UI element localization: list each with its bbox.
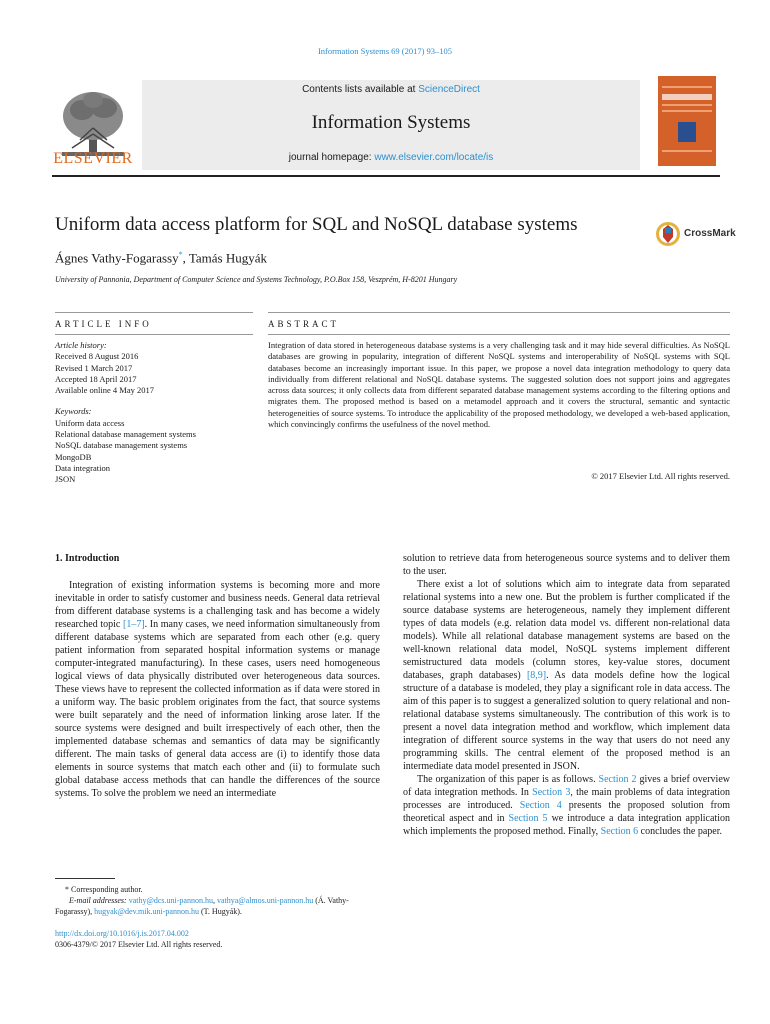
doi-block [55,928,222,950]
homepage-line [142,152,640,163]
keyword: Uniform data access [55,417,125,428]
paragraph-text: Integration of existing information systems is becoming more and more inevitable in order to satisfy customer and business needs. General data retrieval from different database systems is a challenging task and has become a widely researched topic [55,580,380,630]
keyword: Data integration [55,462,110,473]
divider [55,312,253,313]
body-column-right [403,552,730,838]
body-column-left [55,552,380,800]
author-name: Tamás Hugyák [188,250,268,266]
paragraph: solution to retrieve data from heterogeneous source systems and to deliver them to the user. [403,553,730,577]
footnote-text: Corresponding author. [71,885,143,894]
keyword: Relational database management systems [55,429,196,440]
section-link[interactable]: Section 6 [600,826,639,837]
corresponding-footnote [55,884,380,895]
history-item: Revised 1 March 2017 [55,362,133,373]
journal-reference-link[interactable]: Information Systems 69 (2017) 93–105 [317,46,453,56]
citation-link[interactable]: [8,9] [526,670,547,681]
article-info-heading: ARTICLE INFO [55,319,152,329]
paragraph-text: . In many cases, we need information simultaneously from different database systems which are separated from each other (e.g. query patient information from separated hospital information systems or manage computer-integrated manufacturing). In these cases, users need homogeneous logical views of data physically distributed over heterogeneous data sources. These views have to represent the collected information as if data were stored in a uniform way. The basic problem originates from the fact, that source systems were built separately and the need of information linking arose later. If the source systems were designed and built irrespectively of each other, then the implemented database schemas and semantics of data may be significantly different. The main tasks of general data access are (i) to identify those data elements in source systems that match each other and (ii) to formulate such global database access methods that can handle the differences of the source systems. To solve the problem we need an intermediate [55,619,380,799]
sciencedirect-link[interactable]: ScienceDirect [418,84,480,95]
section-link[interactable]: Section 5 [508,813,548,824]
journal-cover-thumbnail[interactable] [658,76,716,166]
divider [55,334,253,335]
email-link[interactable]: vathya@almos.uni-pannon.hu [216,896,314,905]
doi-link[interactable]: http://dx.doi.org/10.1016/j.is.2017.04.002 [55,929,189,938]
abstract-heading: ABSTRACT [268,319,340,329]
issn-line: 0306-4379/© 2017 Elsevier Ltd. All rights reserved. [55,940,223,949]
divider [268,312,730,313]
article-info [55,340,255,486]
section-heading: 1. Introduction [55,553,120,564]
paragraph-text: concludes the paper. [638,826,723,837]
affiliation: University of Pannonia, Department of Computer Science and Systems Technology, P.O.Box 158, Veszprém, H-8201 Hungary [55,275,458,284]
journal-title: Information Systems [311,112,471,133]
abstract-text: Integration of data stored in heterogeneous database systems is a very challenging task and it may hide several difficulties. As NoSQL databases are growing in popularity, integration of different NoSQL systems and interoperability of NoSQL systems with SQL databases become an increasingly important issue. In this paper, we propose a novel data integration methodology to query data individually from different relational and NoSQL database systems. The suggested solution does not support joins and aggregates across data sources; it only collects data from different separated database management systems according to the filtering options and migrates them. The proposed method is based on a metamodel approach and it covers the structural, semantic and syntactic heterogeneities of source systems. To introduce the applicability of the proposed methodology, we developed a web-based application, which convincingly confirms the usefulness of the novel method. [268,340,730,430]
email-owner: (Á. Vathy-Fogarassy), [55,896,349,916]
history-item: Received 8 August 2016 [55,351,139,362]
footnotes [55,884,380,917]
history-item: Accepted 18 April 2017 [55,373,137,384]
paragraph [55,579,380,800]
paragraph [403,578,730,773]
email-separator: , [212,896,217,905]
paragraph [403,773,730,838]
article-title: Uniform data access platform for SQL and NoSQL database systems [55,214,578,235]
contents-line [142,84,640,95]
crossmark-label[interactable]: CrossMark [684,228,736,239]
contents-prefix: Contents lists available at [302,84,419,95]
section-link[interactable]: Section 2 [598,774,637,785]
footnote-divider [55,878,115,879]
paragraph-text: The organization of this paper is as follows. [417,774,599,785]
email-label: E-mail addresses: [69,896,127,905]
keywords-label: Keywords: [55,406,92,417]
keyword: JSON [55,474,76,485]
paragraph-text: we introduce a data integration application which implements the proposed method. Finally, [403,813,730,837]
elsevier-wordmark: ELSEVIER [53,150,133,167]
paragraph-text: gives a brief overview of data integration methods. In [403,774,730,798]
email-link[interactable]: hugyak@dev.mik.uni-pannon.hu [94,907,199,916]
corresponding-author-mark[interactable]: * [178,250,183,259]
abstract-copyright: © 2017 Elsevier Ltd. All rights reserved. [591,471,730,481]
section-link[interactable]: Section 3 [532,787,571,798]
paragraph-text: . As data models define how the logical structure of a database is modeled, they play a significant role in data access. The aim of this paper is to suggest a generalized solution to query relational and non-relational database systems simultaneously. The contribution of this work is to present a novel data integration method and workflow, which implement data integration of different source systems in the way that users do not need any programming skills. The central element of the proposed method is an intermediate data model presented in JSON. [403,670,730,772]
homepage-prefix: journal homepage: [288,152,375,163]
journal-masthead [142,80,640,170]
divider [268,334,730,335]
history-label: Article history: [55,340,107,350]
keyword: NoSQL database management systems [55,440,188,451]
paragraph-text: There exist a lot of solutions which aim to integrate data from separated relational systems into a new one. But the problem is further complicated if the source database systems are heterogeneous, namely they implement different types of data models (e.g. relation data model vs. different non-relational data models). While all relational database management systems are based on the well-known relational data model, NoSQL systems implement different semistructured data models (column stores, key-value stores, document databases, graph databases) [403,579,730,681]
section-link[interactable]: Section 4 [519,800,562,811]
author-name: Ágnes Vathy-Fogarassy [55,250,179,266]
email-link[interactable]: vathy@dcs.uni-pannon.hu [128,896,213,905]
citation-link[interactable]: [1–7] [122,619,145,630]
paragraph-text: , the main problems of data integration processes are introduced. [403,787,731,811]
author-list [55,250,267,266]
masthead-divider [52,175,720,177]
email-owner: (T. Hugyák). [198,907,242,916]
author-separator: , [182,250,189,266]
email-footnote [55,895,380,917]
keyword: MongoDB [55,451,92,462]
paragraph-text: presents the proposed solution from theoretical aspect and in [403,800,730,824]
footnote-mark: * [65,885,69,894]
journal-homepage-link[interactable]: www.elsevier.com/locate/is [374,152,494,163]
history-item: Available online 4 May 2017 [55,385,154,396]
